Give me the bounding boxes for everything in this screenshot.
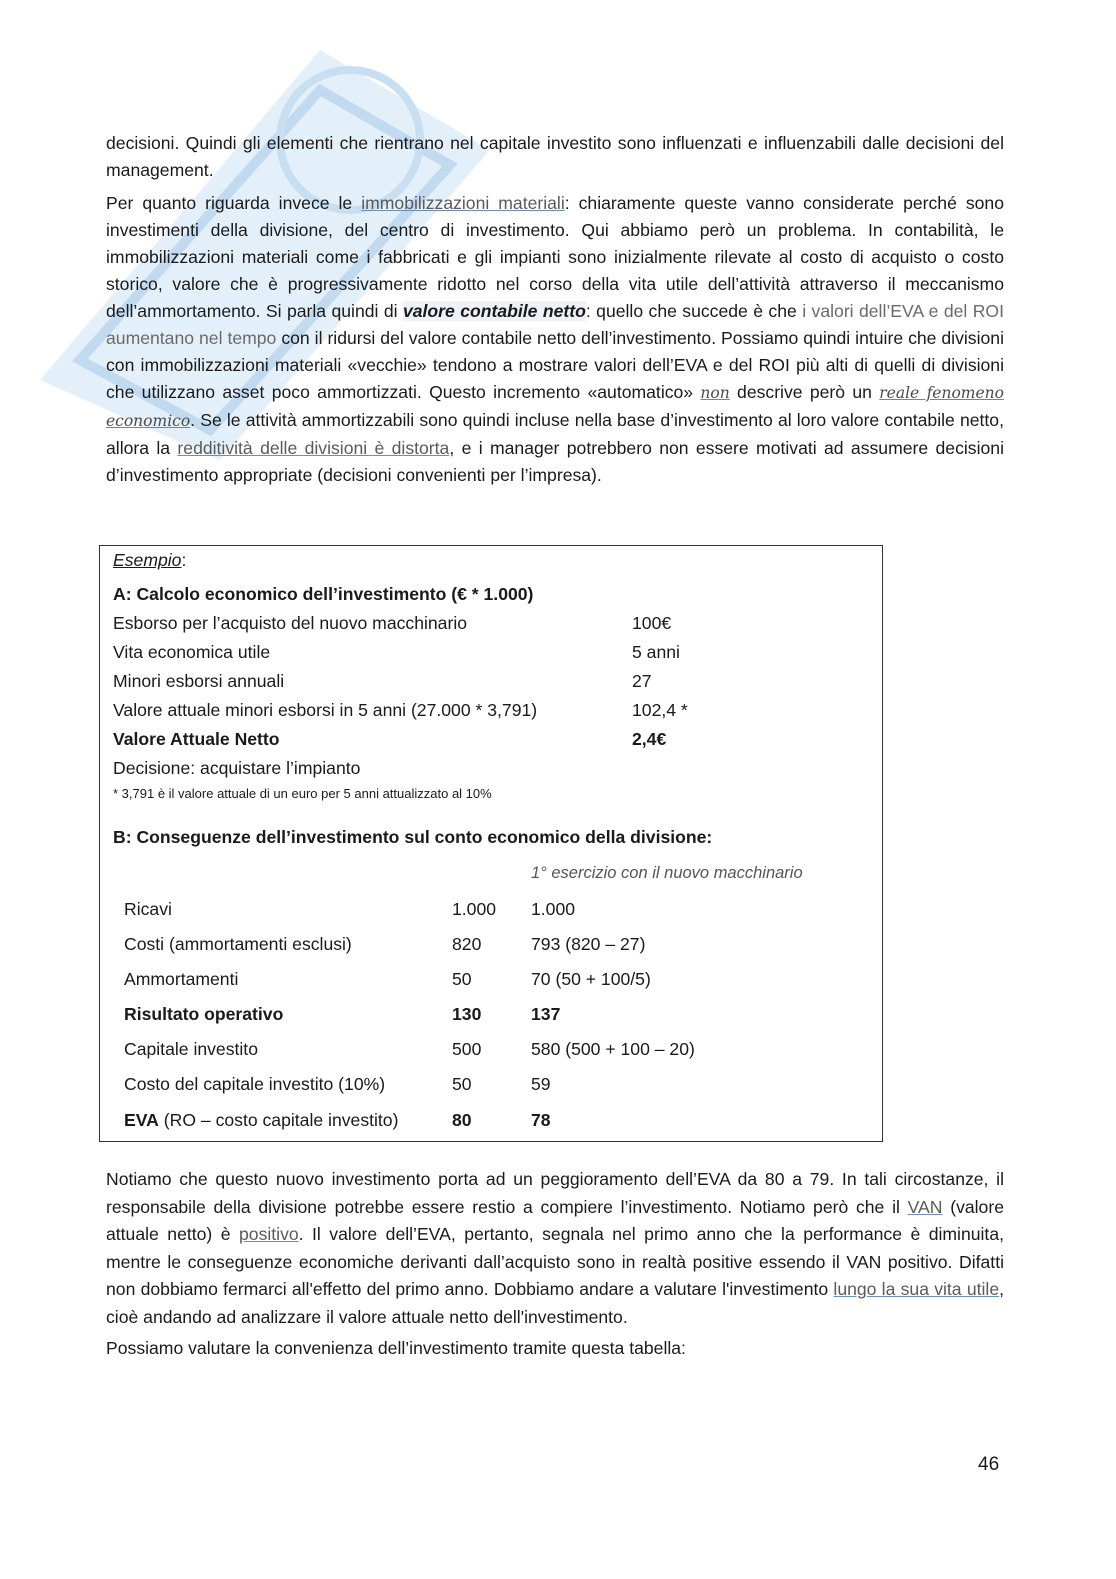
annotation-link: VAN [907,1196,943,1217]
example-box: Esempio: A: Calcolo economico dell’investimento (€ * 1.000) Esborso per l’acquisto del nuovo macchinario 100€ Vita economica utile 5 anni Minori esborsi annuali 27 Valore attuale minori esborsi in 5 anni (27.000 * 3,791) 102,4 * Valore Attuale Netto 2,4€ Decisione: acquistare l’impianto * 3,791 è il valore attuale di un euro per 5 anni attualizzato al 10% B: Conseguenze dell’investimento sul conto economico della divisione: 1° esercizio con il nuovo macchinario Ricavi 1.000 1.000 Costi (ammortamenti esclusi) 820 793 (820 – 27) Ammortamenti 50 70 (50 + 100/5) Risultato operativo 130 137 Capitale investito 500 580 (500 + 100 – 20) Costo del capitale investito (10%) 50 59 EVA (RO – costo capitale investito) 80 78 [99,545,883,1142]
highlighted-phrase: i valori dell’EVA e del ROI aumentano nel tempo [106,301,1004,348]
conclusion-text [106,1166,1004,1367]
annotation-link: positivo [239,1224,299,1244]
main-text [106,130,1004,495]
paragraph-4: Possiamo valutare la convenienza dell’investimento tramite questa tabella: [106,1338,686,1358]
page-number: 46 [978,1454,1000,1475]
section-a-heading: A: Calcolo economico dell’investimento (€ * 1.000) [113,584,534,604]
section-b-heading: B: Conseguenze dell’investimento sul conto economico della divisione: [113,827,713,847]
annotation-link: immobilizzazioni materiali [361,193,565,213]
example-title: Esempio: [113,550,187,570]
handwritten-note: reale fenomeno economico [106,384,1004,430]
paragraph-1: decisioni. Quindi gli elementi che rientrano nel capitale investito sono influenzati e influenzabili dalle decisioni del management. [106,133,1004,180]
footnote: * 3,791 è il valore attuale di un euro per 5 anni attualizzato al 10% [113,786,492,801]
column-header: 1° esercizio con il nuovo macchinario [531,864,803,882]
paragraph-3: Notiamo che questo nuovo investimento porta ad un peggioramento dell’EVA da 80 a 79. In tali circostanze, il responsabile della divisione potrebbe essere restio a compiere l’investimento. Notiamo però che il VAN (valore attuale netto) è positivo. Il valore dell’EVA, pertanto, segnala nel primo anno che la performance è diminuita, mentre le conseguenze economiche derivanti dall’acquisto sono in realtà positive essendo il VAN positivo. Difatti non dobbiamo fermarci all'effetto del primo anno. Dobbiamo andare a valutare l'investimento lungo la sua vita utile, cioè andando ad analizzare il valore attuale netto dell'investimento. [106,1169,1004,1327]
annotation-link: redditività delle divisioni è distorta [177,438,450,458]
paragraph-2: Per quanto riguarda invece le immobilizzazioni materiali: chiaramente queste vanno considerate perché sono investimenti della divisione, del centro di investimento. Qui abbiamo però un problema. In contabilità, le immobilizzazioni materiali come i fabbricati e gli impianti sono inizialmente rilevate al costo di acquisto o costo storico, valore che è progressivamente ridotto nel corso della vita utile dell’attività attraverso il meccanismo dell’ammortamento. Si parla quindi di valore contabile netto: quello che succede è che i valori dell’EVA e del ROI aumentano nel tempo con il ridursi del valore contabile netto dell’investimento. Possiamo quindi intuire che divisioni con immobilizzazioni materiali «vecchie» tendono a mostrare valori dell’EVA e del ROI più alti di quelli di divisioni che utilizzano asset poco ammortizzati. Questo incremento «automatico» non descrive però un reale fenomeno economico. Se le attività ammortizzabili sono quindi incluse nella base d’investimento al loro valore contabile netto, allora la redditività delle divisioni è distorta, e i manager potrebbero non essere motivati ad assumere decisioni d’investimento appropriate (decisioni convenienti per l’impresa). [106,193,1005,485]
handwritten-note: non [700,384,730,402]
annotation-link: lungo la sua vita utile [833,1279,1000,1299]
bold-term: valore contabile netto [402,301,586,321]
